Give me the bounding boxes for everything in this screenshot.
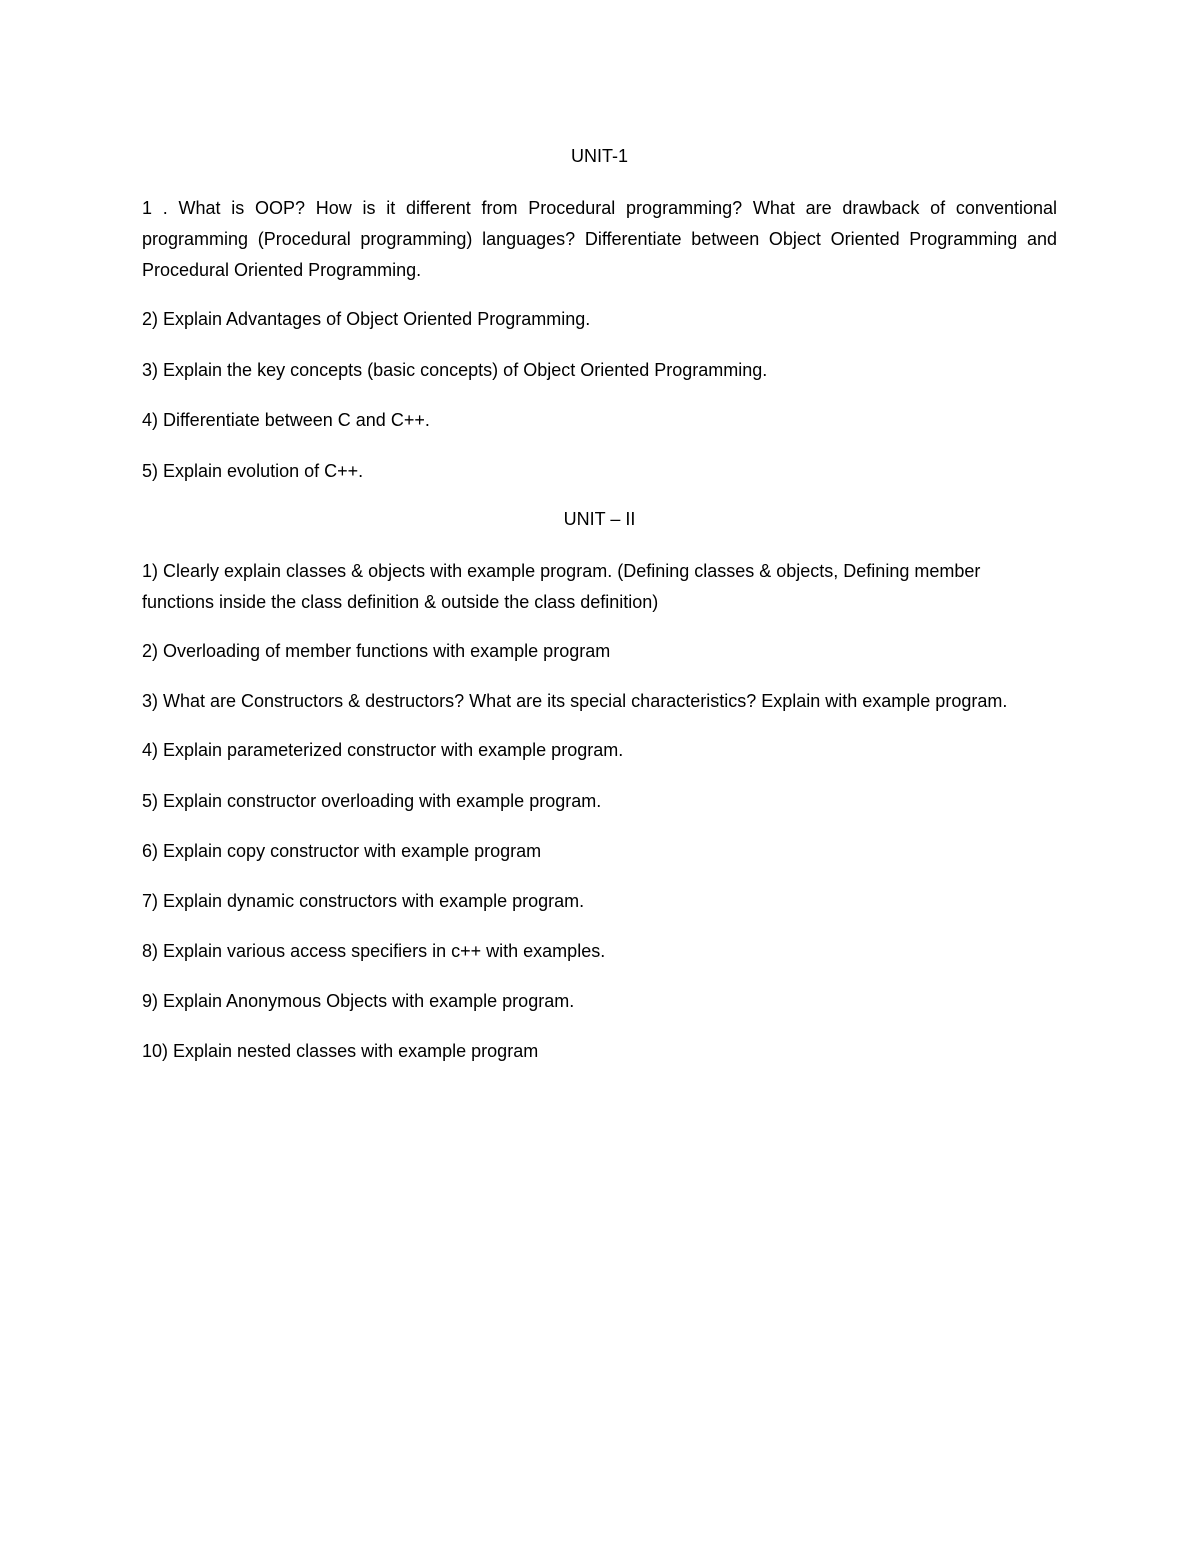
unit-2-question-6: 6) Explain copy constructor with example program — [142, 841, 542, 861]
unit-2-question-8: 8) Explain various access specifiers in c++ with examples. — [142, 941, 606, 961]
unit-1-question-4: 4) Differentiate between C and C++. — [142, 410, 430, 430]
unit-2-question-4: 4) Explain parameterized constructor with example program. — [142, 740, 624, 760]
unit-2-question-3: 3) What are Constructors & destructors? What are its special characteristics? Explain with example program. — [142, 691, 1008, 711]
unit-1-question-1: 1 . What is OOP? How is it different from Procedural programming? What are drawback of conventional programming (Procedural programming) languages? Differentiate between Object Oriented Programming and Procedural Oriented Programming. — [142, 198, 1057, 280]
unit-1-question-3: 3) Explain the key concepts (basic concepts) of Object Oriented Programming. — [142, 360, 768, 380]
unit-1-heading: UNIT-1 — [570, 146, 628, 166]
document-content — [142, 143, 1057, 1086]
unit-1-question-5: 5) Explain evolution of C++. — [142, 461, 364, 481]
unit-2-question-9: 9) Explain Anonymous Objects with example program. — [142, 991, 575, 1011]
unit-2-question-5: 5) Explain constructor overloading with example program. — [142, 791, 602, 811]
unit-2-question-7: 7) Explain dynamic constructors with example program. — [142, 891, 585, 911]
unit-2-question-1: 1) Clearly explain classes & objects with example program. (Defining classes & objects, Defining member functions inside the class definition & outside the class definition) — [142, 561, 981, 612]
unit-2-question-2: 2) Overloading of member functions with example program — [142, 641, 611, 661]
unit-2-question-10: 10) Explain nested classes with example program — [142, 1041, 539, 1061]
unit-1-question-2: 2) Explain Advantages of Object Oriented Programming. — [142, 309, 591, 329]
unit-2-heading: UNIT – II — [563, 509, 636, 529]
